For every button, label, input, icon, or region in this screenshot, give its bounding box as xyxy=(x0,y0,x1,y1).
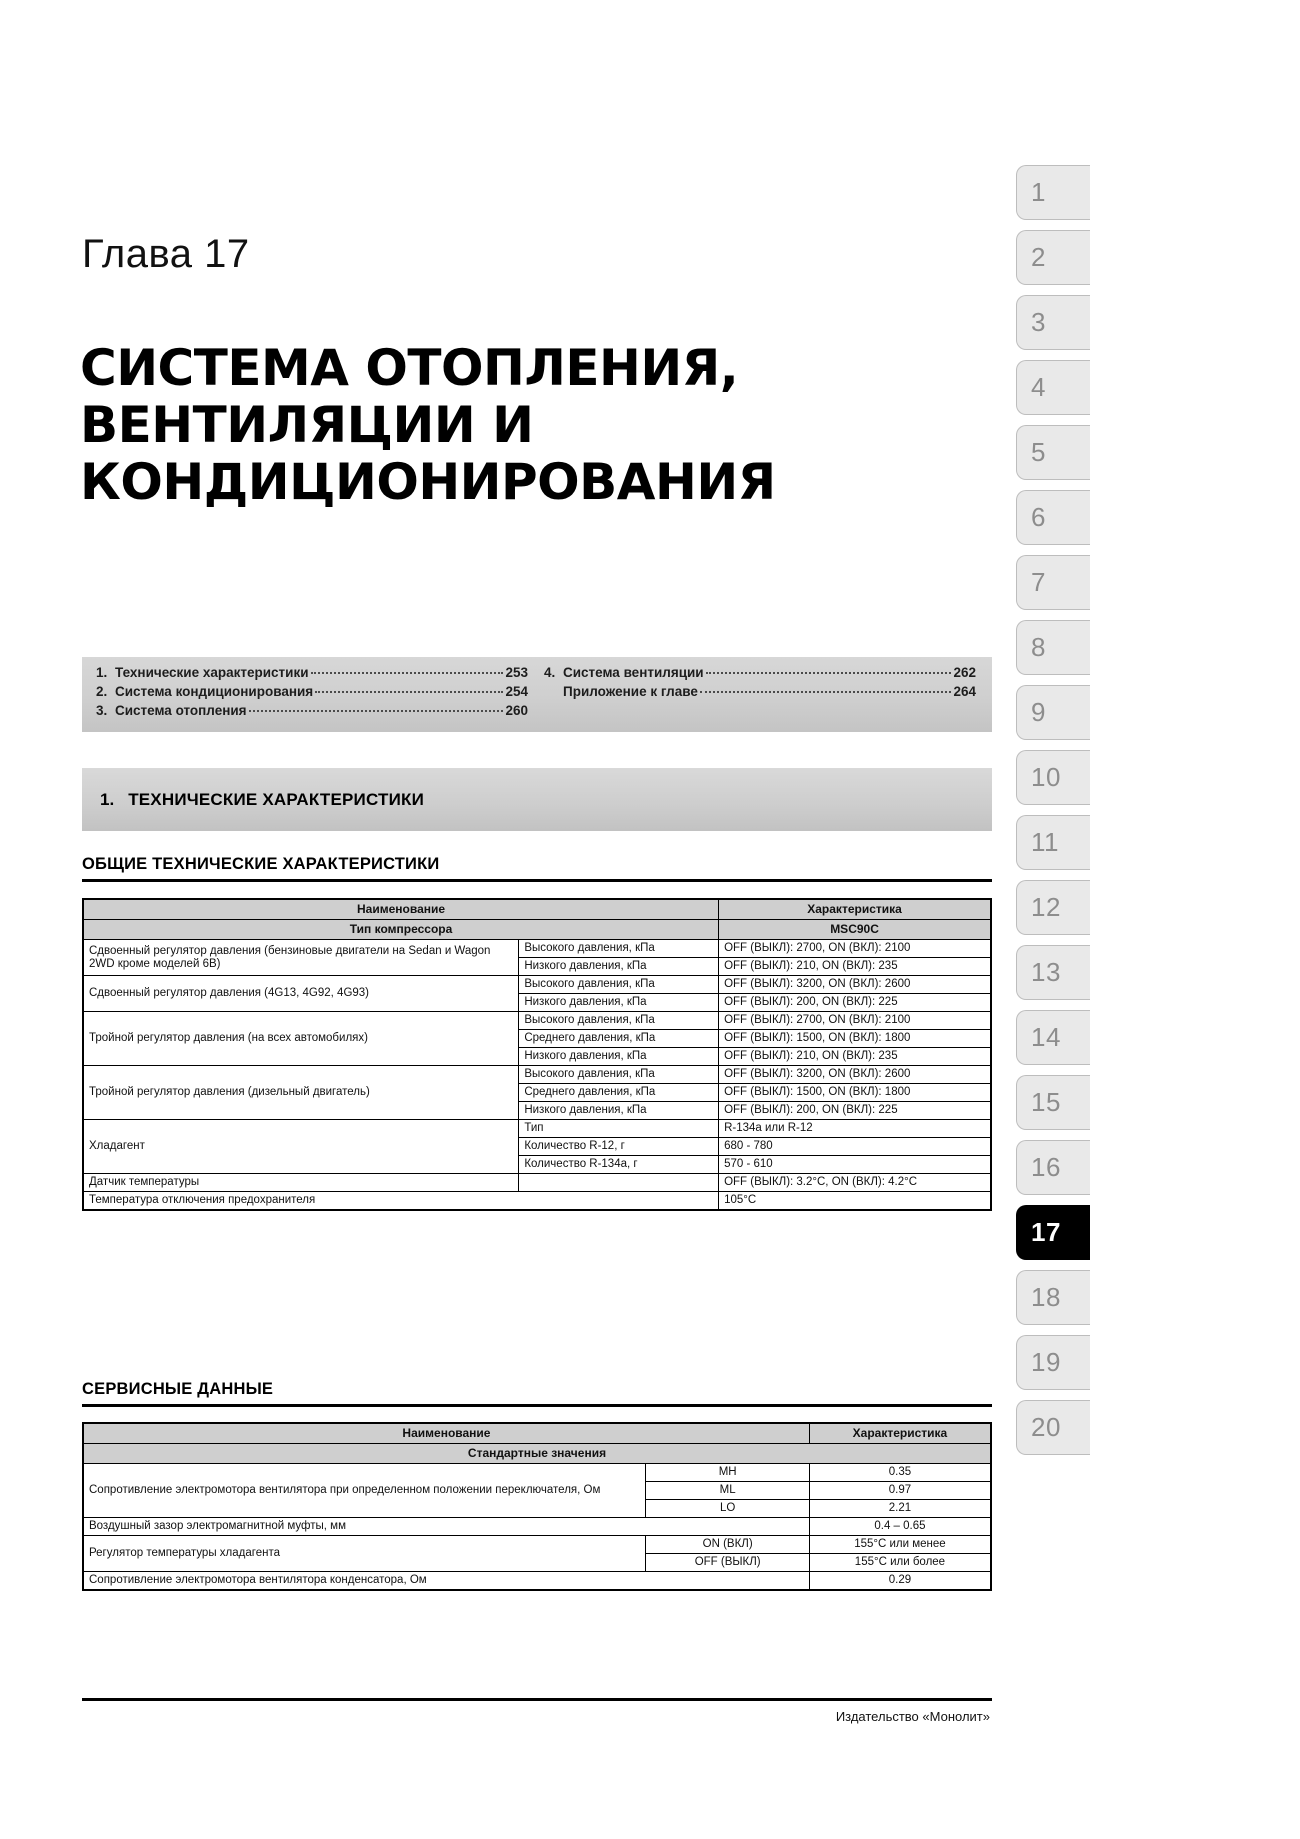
page-tab-13[interactable] xyxy=(1016,945,1090,1000)
page-tab-label: 14 xyxy=(1031,1022,1061,1052)
toc-entry-number: 1. xyxy=(96,665,108,680)
page-tab-label: 15 xyxy=(1031,1087,1061,1117)
toc-entry[interactable] xyxy=(544,665,976,684)
page-tab-19[interactable] xyxy=(1016,1335,1090,1390)
table-subheader-row xyxy=(83,1444,991,1464)
table-subheader-row xyxy=(83,920,991,940)
table-row xyxy=(83,1012,991,1030)
toc-entry[interactable] xyxy=(96,665,528,684)
row-parameter: Низкого давления, кПа xyxy=(519,1102,719,1120)
page-tab-18[interactable] xyxy=(1016,1270,1090,1325)
page-tab-label: 11 xyxy=(1031,827,1059,857)
page-tab-label: 19 xyxy=(1031,1347,1061,1377)
page-tab-label: 10 xyxy=(1031,762,1061,792)
section-heading-bar xyxy=(82,768,992,831)
row-parameter: Среднего давления, кПа xyxy=(519,1030,719,1048)
row-value: R-134a или R-12 xyxy=(719,1120,991,1138)
table-of-contents xyxy=(82,657,992,732)
row-parameter: Высокого давления, кПа xyxy=(519,940,719,958)
toc-entry-number: 2. xyxy=(96,684,108,699)
row-value: 0.97 xyxy=(809,1482,991,1500)
table1-heading: ОБЩИЕ ТЕХНИЧЕСКИЕ ХАРАКТЕРИСТИКИ xyxy=(82,855,440,873)
row-parameter: Высокого давления, кПа xyxy=(519,1066,719,1084)
toc-column-left xyxy=(96,665,528,722)
row-name: Сопротивление электромотора вентилятора при определенном положении переключателя, Ом xyxy=(83,1464,646,1518)
publisher-footer: Издательство «Монолит» xyxy=(835,1709,990,1724)
page-tab-2[interactable] xyxy=(1016,230,1090,285)
row-value: OFF (ВЫКЛ): 1500, ON (ВКЛ): 1800 xyxy=(719,1030,991,1048)
page-tab-5[interactable] xyxy=(1016,425,1090,480)
row-value: OFF (ВЫКЛ): 210, ON (ВКЛ): 235 xyxy=(719,958,991,976)
page-title: СИСТЕМА ОТОПЛЕНИЯ, ВЕНТИЛЯЦИИ И КОНДИЦИОНИРОВАНИЯ xyxy=(80,339,776,511)
page-tab-1[interactable] xyxy=(1016,165,1090,220)
table-row xyxy=(83,1192,991,1211)
toc-leader-dots xyxy=(311,672,504,674)
table1-heading-rule xyxy=(82,879,992,882)
table-row xyxy=(83,1174,991,1192)
row-value: OFF (ВЫКЛ): 3200, ON (ВКЛ): 2600 xyxy=(719,1066,991,1084)
toc-entry-title: Технические характеристики xyxy=(115,665,309,680)
column-header-value: Характеристика xyxy=(809,1423,991,1444)
column-header-name: Наименование xyxy=(83,899,719,920)
row-parameter: ON (ВКЛ) xyxy=(646,1536,809,1554)
row-name: Тройной регулятор давления (дизельный двигатель) xyxy=(83,1066,519,1120)
toc-entry-page: 260 xyxy=(505,703,528,718)
toc-leader-dots xyxy=(706,672,952,674)
row-name: Датчик температуры xyxy=(83,1174,519,1192)
page-tab-label: 6 xyxy=(1031,502,1046,532)
row-parameter: OFF (ВЫКЛ) xyxy=(646,1554,809,1572)
table-row xyxy=(83,1120,991,1138)
row-parameter: ML xyxy=(646,1482,809,1500)
row-name: Воздушный зазор электромагнитной муфты, мм xyxy=(83,1518,809,1536)
row-value: 570 - 610 xyxy=(719,1156,991,1174)
toc-entry-title: Система кондиционирования xyxy=(115,684,314,699)
row-name: Регулятор температуры хладагента xyxy=(83,1536,646,1572)
page-tab-4[interactable] xyxy=(1016,360,1090,415)
table-row xyxy=(83,1518,991,1536)
row-value: OFF (ВЫКЛ): 210, ON (ВКЛ): 235 xyxy=(719,1048,991,1066)
row-value: 680 - 780 xyxy=(719,1138,991,1156)
row-parameter: Низкого давления, кПа xyxy=(519,958,719,976)
page-tab-label: 4 xyxy=(1031,372,1046,402)
row-value: 155°C или менее xyxy=(809,1536,991,1554)
column-header-value: Характеристика xyxy=(719,899,991,920)
column-header-name: Наименование xyxy=(83,1423,809,1444)
row-parameter: Низкого давления, кПа xyxy=(519,994,719,1012)
page-tab-6[interactable] xyxy=(1016,490,1090,545)
page-tab-20[interactable] xyxy=(1016,1400,1090,1455)
page-tab-label: 18 xyxy=(1031,1282,1061,1312)
toc-entry-title: Приложение к главе xyxy=(563,684,698,699)
row-value: OFF (ВЫКЛ): 2700, ON (ВКЛ): 2100 xyxy=(719,940,991,958)
row-value: OFF (ВЫКЛ): 2700, ON (ВКЛ): 2100 xyxy=(719,1012,991,1030)
row-value: OFF (ВЫКЛ): 3.2°C, ON (ВКЛ): 4.2°C xyxy=(719,1174,991,1192)
row-value: 0.35 xyxy=(809,1464,991,1482)
page-tab-17[interactable] xyxy=(1016,1205,1090,1260)
row-parameter: Тип xyxy=(519,1120,719,1138)
section-title: ТЕХНИЧЕСКИЕ ХАРАКТЕРИСТИКИ xyxy=(128,789,425,809)
footer-rule xyxy=(82,1698,992,1701)
toc-entry[interactable] xyxy=(544,684,976,703)
row-value: OFF (ВЫКЛ): 200, ON (ВКЛ): 225 xyxy=(719,994,991,1012)
page-tab-11[interactable] xyxy=(1016,815,1090,870)
page-tab-label: 9 xyxy=(1031,697,1046,727)
page-tab-7[interactable] xyxy=(1016,555,1090,610)
page-tab-label: 12 xyxy=(1031,892,1061,922)
toc-entry-page: 253 xyxy=(505,665,528,680)
toc-entry[interactable] xyxy=(96,703,528,722)
row-name: Сдвоенный регулятор давления (4G13, 4G92, 4G93) xyxy=(83,976,519,1012)
table-header-row xyxy=(83,899,991,920)
toc-entry-page: 254 xyxy=(505,684,528,699)
row-parameter: Количество R-134a, г xyxy=(519,1156,719,1174)
toc-entry-number: 4. xyxy=(544,665,556,680)
row-value: OFF (ВЫКЛ): 3200, ON (ВКЛ): 2600 xyxy=(719,976,991,994)
page-tab-label: 17 xyxy=(1031,1217,1061,1247)
page-tab-label: 3 xyxy=(1031,307,1046,337)
row-parameter: Количество R-12, г xyxy=(519,1138,719,1156)
table-row xyxy=(83,1066,991,1084)
row-parameter: Низкого давления, кПа xyxy=(519,1048,719,1066)
row-value: 0.4 – 0.65 xyxy=(809,1518,991,1536)
page-tab-16[interactable] xyxy=(1016,1140,1090,1195)
page-tab-label: 5 xyxy=(1031,437,1046,467)
row-parameter: Среднего давления, кПа xyxy=(519,1084,719,1102)
toc-entry-page: 264 xyxy=(953,684,976,699)
section-number: 1. xyxy=(100,789,115,809)
page-tab-strip xyxy=(1016,165,1090,1465)
page-tab-12[interactable] xyxy=(1016,880,1090,935)
row-value: 155°C или более xyxy=(809,1554,991,1572)
row-value: 2.21 xyxy=(809,1500,991,1518)
table2-heading: СЕРВИСНЫЕ ДАННЫЕ xyxy=(82,1380,274,1398)
subheader-name: Тип компрессора xyxy=(83,920,719,940)
toc-entry-title: Система вентиляции xyxy=(563,665,704,680)
row-parameter xyxy=(519,1174,719,1192)
table-header-row xyxy=(83,1423,991,1444)
subheader-name: Стандартные значения xyxy=(83,1444,991,1464)
table-row xyxy=(83,1464,991,1482)
row-parameter: Высокого давления, кПа xyxy=(519,1012,719,1030)
page-tab-3[interactable] xyxy=(1016,295,1090,350)
table-row xyxy=(83,1536,991,1554)
general-specifications-table xyxy=(82,898,992,1211)
row-parameter: MH xyxy=(646,1464,809,1482)
page-tab-label: 20 xyxy=(1031,1412,1061,1442)
row-name: Хладагент xyxy=(83,1120,519,1174)
page-tab-10[interactable] xyxy=(1016,750,1090,805)
row-value: OFF (ВЫКЛ): 200, ON (ВКЛ): 225 xyxy=(719,1102,991,1120)
toc-entry-title: Система отопления xyxy=(115,703,247,718)
page-tab-9[interactable] xyxy=(1016,685,1090,740)
page-tab-label: 7 xyxy=(1031,567,1046,597)
row-name: Тройной регулятор давления (на всех автомобилях) xyxy=(83,1012,519,1066)
row-name: Сдвоенный регулятор давления (бензиновые двигатели на Sedan и Wagon 2WD кроме моделей 6B) xyxy=(83,940,519,976)
row-value: 0.29 xyxy=(809,1572,991,1591)
toc-leader-dots xyxy=(700,691,952,693)
toc-leader-dots xyxy=(249,710,504,712)
table2-heading-rule xyxy=(82,1404,992,1407)
page-tab-label: 2 xyxy=(1031,242,1046,272)
page-tab-14[interactable] xyxy=(1016,1010,1090,1065)
page-tab-label: 16 xyxy=(1031,1152,1061,1182)
page-tab-label: 13 xyxy=(1031,957,1061,987)
toc-entry-number: 3. xyxy=(96,703,108,718)
page-tab-8[interactable] xyxy=(1016,620,1090,675)
table-row xyxy=(83,940,991,958)
page-tab-label: 8 xyxy=(1031,632,1046,662)
toc-entry-page: 262 xyxy=(953,665,976,680)
toc-leader-dots xyxy=(315,691,503,693)
table-row xyxy=(83,976,991,994)
page-tab-15[interactable] xyxy=(1016,1075,1090,1130)
toc-entry[interactable] xyxy=(96,684,528,703)
row-parameter: LO xyxy=(646,1500,809,1518)
service-data-table xyxy=(82,1422,992,1591)
page-tab-label: 1 xyxy=(1031,177,1046,207)
table-row xyxy=(83,1572,991,1591)
row-name: Температура отключения предохранителя xyxy=(83,1192,719,1211)
row-value: OFF (ВЫКЛ): 1500, ON (ВКЛ): 1800 xyxy=(719,1084,991,1102)
row-parameter: Высокого давления, кПа xyxy=(519,976,719,994)
row-name: Сопротивление электромотора вентилятора конденсатора, Ом xyxy=(83,1572,809,1591)
row-value: 105°C xyxy=(719,1192,991,1211)
chapter-label: Глава 17 xyxy=(82,232,250,276)
subheader-value: MSC90C xyxy=(719,920,991,940)
toc-column-right xyxy=(544,665,976,703)
